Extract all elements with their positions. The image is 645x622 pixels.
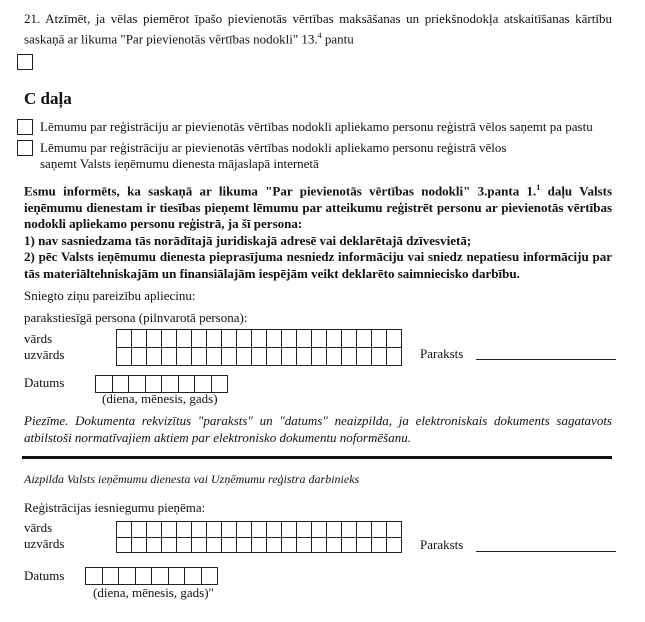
grid-cell[interactable] bbox=[297, 522, 312, 538]
grid-cell[interactable] bbox=[267, 522, 282, 538]
grid-cell[interactable] bbox=[162, 330, 177, 348]
signature-label: Paraksts bbox=[420, 346, 464, 361]
grid-cell[interactable] bbox=[147, 537, 162, 553]
grid-cell[interactable] bbox=[327, 537, 342, 553]
grid-cell[interactable] bbox=[119, 568, 136, 585]
grid-cell[interactable] bbox=[86, 568, 103, 585]
grid-cell[interactable] bbox=[222, 348, 237, 366]
grid-cell[interactable] bbox=[387, 537, 402, 553]
applicant-name-grid[interactable] bbox=[116, 329, 402, 366]
signature-line[interactable] bbox=[476, 359, 616, 360]
grid-cell[interactable] bbox=[185, 568, 202, 585]
official-signature-label: Paraksts bbox=[420, 537, 464, 552]
grid-cell[interactable] bbox=[357, 348, 372, 366]
grid-cell[interactable] bbox=[192, 537, 207, 553]
official-date-grid[interactable] bbox=[85, 567, 218, 585]
official-date-label: Datums bbox=[24, 568, 65, 583]
grid-cell[interactable] bbox=[357, 522, 372, 538]
special-vat-checkbox[interactable] bbox=[17, 54, 33, 70]
grid-cell[interactable] bbox=[357, 537, 372, 553]
grid-cell[interactable] bbox=[312, 522, 327, 538]
grid-cell[interactable] bbox=[135, 568, 152, 585]
accepted-by-label: Reģistrācijas iesniegumu pieņēma: bbox=[24, 500, 206, 515]
grid-cell[interactable] bbox=[192, 348, 207, 366]
date-label: Datums bbox=[24, 375, 65, 390]
grid-cell[interactable] bbox=[129, 376, 146, 393]
receive-by-post-label: Lēmumu par reģistrāciju ar pievienotās vērtības nodokli apliekamo personu reģistrā vēlos saņemt pa pastu bbox=[40, 119, 593, 134]
grid-cell[interactable] bbox=[237, 348, 252, 366]
note-text: Piezīme. Dokumenta rekvizītus "paraksts" un "datums" neaizpilda, ja elektroniskais dokuments sagatavots atbilstoši normatīvajiem aktiem par elektronisko dokumentu noformēšanu. bbox=[24, 413, 612, 445]
grid-cell[interactable] bbox=[252, 522, 267, 538]
grid-cell[interactable] bbox=[132, 330, 147, 348]
grid-cell[interactable] bbox=[327, 522, 342, 538]
certify-label: Sniegto ziņu pareizību apliecinu: bbox=[24, 288, 196, 303]
grid-cell[interactable] bbox=[237, 537, 252, 553]
official-date-hint: (diena, mēnesis, gads)" bbox=[93, 585, 214, 600]
receive-by-post-checkbox[interactable] bbox=[17, 119, 33, 135]
grid-cell[interactable] bbox=[312, 330, 327, 348]
grid-cell[interactable] bbox=[147, 330, 162, 348]
grid-cell[interactable] bbox=[195, 376, 212, 393]
grid-cell[interactable] bbox=[162, 376, 179, 393]
name-surname-labels: vārds uzvārds bbox=[24, 331, 65, 362]
grid-cell[interactable] bbox=[387, 330, 402, 348]
grid-cell[interactable] bbox=[372, 522, 387, 538]
grid-cell[interactable] bbox=[177, 537, 192, 553]
grid-cell[interactable] bbox=[267, 330, 282, 348]
grid-cell[interactable] bbox=[177, 330, 192, 348]
grid-cell[interactable] bbox=[192, 522, 207, 538]
grid-cell[interactable] bbox=[222, 537, 237, 553]
grid-cell[interactable] bbox=[162, 537, 177, 553]
grid-cell[interactable] bbox=[117, 537, 132, 553]
grid-cell[interactable] bbox=[297, 537, 312, 553]
grid-cell[interactable] bbox=[177, 348, 192, 366]
grid-cell[interactable] bbox=[327, 348, 342, 366]
refusal-notice: Esmu informēts, ka saskaņā ar likuma "Par pievienotās vērtības nodokli" 3.panta 1.$^1$ daļu Valsts ieņēmumu dienestam ir tiesības pieņemt lēmumu par atteikumu reģistrēt personu ar pievienotās vērtības nodokli apliekamo personu reģistrā, ja šī persona: 1) nav sasniedzama tās norādītajā juridiskajā adresē vai deklarētajā dzīvesvietā; 2) pēc Valsts ieņēmumu dienesta pieprasījuma nesniedz informāciju vai sniedz nepatiesu informāciju par tās materiāltehniskajām un finansiālajām iespējām veikt deklarēto saimniecisko darbību. bbox=[24, 183, 612, 281]
grid-cell[interactable] bbox=[387, 348, 402, 366]
official-name-surname-labels: vārds uzvārds bbox=[24, 520, 65, 551]
grid-cell[interactable] bbox=[132, 522, 147, 538]
grid-cell[interactable] bbox=[237, 330, 252, 348]
grid-cell[interactable] bbox=[237, 522, 252, 538]
grid-cell[interactable] bbox=[372, 348, 387, 366]
grid-cell[interactable] bbox=[117, 522, 132, 538]
official-name-grid[interactable] bbox=[116, 521, 402, 553]
grid-cell[interactable] bbox=[117, 330, 132, 348]
grid-cell[interactable] bbox=[117, 348, 132, 366]
grid-cell[interactable] bbox=[102, 568, 119, 585]
grid-cell[interactable] bbox=[211, 376, 228, 393]
receive-online-label: Lēmumu par reģistrāciju ar pievienotās vērtības nodokli apliekamo personu reģistrā vēlos saņemt Valsts ieņēmumu dienesta mājaslapā internetā bbox=[40, 140, 507, 171]
grid-cell[interactable] bbox=[282, 522, 297, 538]
grid-cell[interactable] bbox=[96, 376, 113, 393]
date-hint: (diena, mēnesis, gads) bbox=[102, 391, 218, 406]
grid-cell[interactable] bbox=[162, 348, 177, 366]
grid-cell[interactable] bbox=[207, 348, 222, 366]
grid-cell[interactable] bbox=[297, 330, 312, 348]
grid-cell[interactable] bbox=[222, 522, 237, 538]
grid-cell[interactable] bbox=[145, 376, 162, 393]
grid-cell[interactable] bbox=[342, 348, 357, 366]
grid-cell[interactable] bbox=[342, 522, 357, 538]
grid-cell[interactable] bbox=[112, 376, 129, 393]
grid-cell[interactable] bbox=[387, 522, 402, 538]
grid-cell[interactable] bbox=[207, 522, 222, 538]
grid-cell[interactable] bbox=[267, 537, 282, 553]
grid-cell[interactable] bbox=[162, 522, 177, 538]
grid-cell[interactable] bbox=[152, 568, 169, 585]
item-21-text: 21. Atzīmēt, ja vēlas piemērot īpašo pievienotās vērtības maksāšanas un priekšnodokļa atskaitīšanas kārtību saskaņā ar likuma "Par pievienotās vērtības nodokli" 13.$^4$ pantu bbox=[24, 11, 612, 47]
grid-cell[interactable] bbox=[222, 330, 237, 348]
grid-cell[interactable] bbox=[177, 522, 192, 538]
authorized-person-label: parakstiesīgā persona (pilnvarotā persona): bbox=[24, 310, 248, 325]
grid-cell[interactable] bbox=[252, 330, 267, 348]
grid-cell[interactable] bbox=[147, 348, 162, 366]
grid-cell[interactable] bbox=[372, 537, 387, 553]
grid-cell[interactable] bbox=[312, 348, 327, 366]
grid-cell[interactable] bbox=[201, 568, 218, 585]
grid-cell[interactable] bbox=[312, 537, 327, 553]
grid-cell[interactable] bbox=[207, 537, 222, 553]
grid-cell[interactable] bbox=[327, 330, 342, 348]
grid-cell[interactable] bbox=[297, 348, 312, 366]
grid-cell[interactable] bbox=[282, 348, 297, 366]
section-divider bbox=[22, 456, 612, 459]
grid-cell[interactable] bbox=[342, 537, 357, 553]
grid-cell[interactable] bbox=[267, 348, 282, 366]
grid-cell[interactable] bbox=[252, 537, 267, 553]
grid-cell[interactable] bbox=[132, 348, 147, 366]
grid-cell[interactable] bbox=[252, 348, 267, 366]
grid-cell[interactable] bbox=[282, 537, 297, 553]
official-heading: Aizpilda Valsts ieņēmumu dienesta vai Uzņēmumu reģistra darbinieks bbox=[24, 472, 360, 486]
grid-cell[interactable] bbox=[282, 330, 297, 348]
grid-cell[interactable] bbox=[178, 376, 195, 393]
grid-cell[interactable] bbox=[207, 330, 222, 348]
grid-cell[interactable] bbox=[192, 330, 207, 348]
grid-cell[interactable] bbox=[147, 522, 162, 538]
official-signature-line[interactable] bbox=[476, 551, 616, 552]
grid-cell[interactable] bbox=[168, 568, 185, 585]
grid-cell[interactable] bbox=[372, 330, 387, 348]
grid-cell[interactable] bbox=[357, 330, 372, 348]
grid-cell[interactable] bbox=[132, 537, 147, 553]
grid-cell[interactable] bbox=[342, 330, 357, 348]
section-c-title: C daļa bbox=[24, 89, 72, 108]
receive-online-checkbox[interactable] bbox=[17, 140, 33, 156]
